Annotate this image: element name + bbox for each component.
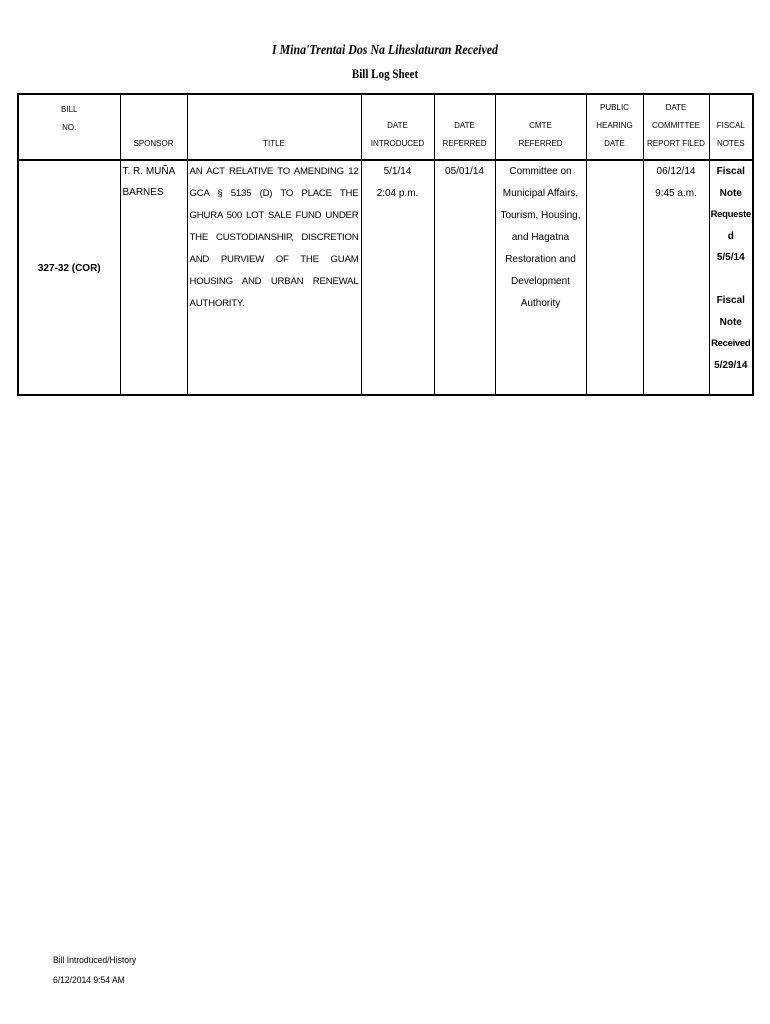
header-public-hearing-line1: PUBLIC: [600, 103, 629, 112]
committee-report-time: 9:45 a.m.: [655, 188, 697, 199]
fiscal-line: 5/29/14: [714, 359, 748, 371]
header-public-hearing-line2: HEARING: [596, 121, 633, 130]
fiscal-line: [710, 269, 753, 291]
header-date-introduced-line1: DATE: [387, 121, 408, 130]
footer-line1: Bill Introduced/History: [53, 955, 137, 966]
cmte-line: Restoration and: [505, 254, 576, 265]
fiscal-line: Requeste: [710, 209, 751, 220]
header-bill-no-line2: NO.: [62, 123, 77, 132]
table-header-row: [18, 94, 753, 160]
cmte-line: Committee on: [509, 166, 572, 177]
footer-line2: 6/12/2014 9:54 AM: [53, 975, 125, 986]
time-introduced: 2:04 p.m.: [376, 188, 419, 199]
cmte-line: Authority: [520, 298, 561, 309]
cell-cmte-referred: [495, 160, 586, 395]
header-committee-report-line2: COMMITTEE: [652, 121, 700, 130]
header-title-line1: TITLE: [263, 139, 285, 148]
document-title: I Mina'Trentai Dos Na Liheslaturan Received: [271, 43, 498, 58]
header-fiscal-notes-line2: NOTES: [716, 139, 745, 148]
fiscal-line: Fiscal: [716, 166, 745, 177]
cmte-line: Tourism, Housing,: [500, 210, 581, 221]
header-committee-report: [643, 94, 709, 160]
header-date-introduced-line2: INTRODUCED: [370, 139, 425, 148]
cell-fiscal-notes: [709, 160, 753, 395]
cmte-line: Development: [511, 276, 570, 287]
cell-title: [187, 160, 361, 395]
header-committee-report-line1: DATE: [665, 103, 687, 112]
header-sponsor-line1: SPONSOR: [133, 139, 174, 148]
header-cmte-referred-line2: REFERRED: [518, 139, 563, 148]
header-date-referred-line1: DATE: [454, 121, 475, 130]
cmte-line: Municipal Affairs,: [502, 188, 579, 199]
header-sponsor: [120, 94, 187, 160]
bill-log-table: [17, 93, 754, 396]
fiscal-line: Note: [719, 187, 742, 199]
date-introduced: 5/1/14: [383, 166, 412, 177]
cell-bill-no: [18, 160, 120, 395]
bill-title: AN ACT RELATIVE TO AMENDING 12 GCA § 5135 (D) TO PLACE THE GHURA 500 LOT SALE FUND UNDER THE CUSTODIANSHIP, DISCRETION AND PURVIEW OF THE GUAM HOUSING AND URBAN RENEWAL AUTHORITY.: [189, 166, 359, 309]
cell-public-hearing: [586, 160, 643, 395]
header-bill-no: [18, 94, 120, 160]
cell-committee-report: [643, 160, 709, 395]
header-date-referred-line2: REFERRED: [442, 139, 487, 148]
bill-number: 327-32 (COR): [37, 263, 101, 274]
header-committee-report-line3: REPORT FILED: [647, 139, 705, 148]
sponsor-line1: T. R. MUÑA: [122, 166, 176, 177]
fiscal-line: Note: [719, 316, 742, 328]
fiscal-line: Fiscal: [716, 295, 745, 306]
header-bill-no-line1: BILL: [61, 105, 78, 114]
header-fiscal-notes-line1: FISCAL: [716, 121, 745, 130]
header-cmte-referred-line1: CMTE: [529, 121, 552, 130]
cmte-line: and Hagatna: [511, 232, 570, 243]
cell-date-introduced: [361, 160, 434, 395]
cell-date-referred: [434, 160, 495, 395]
cell-sponsor: [120, 160, 187, 395]
fiscal-line: 5/5/14: [716, 252, 745, 263]
header-fiscal-notes: [709, 94, 753, 160]
header-date-referred: [434, 94, 495, 160]
header-cmte-referred: [495, 94, 586, 160]
sponsor-line2: BARNES: [122, 187, 164, 198]
page-footer: [53, 951, 145, 991]
fiscal-line: Received: [711, 338, 751, 349]
header-public-hearing: [586, 94, 643, 160]
fiscal-line: d: [727, 230, 734, 242]
header-public-hearing-line3: DATE: [604, 139, 625, 148]
date-referred: 05/01/14: [445, 166, 484, 177]
header-title: [187, 94, 361, 160]
table-row: [18, 160, 753, 395]
header-date-introduced: [361, 94, 434, 160]
document-subtitle: Bill Log Sheet: [351, 66, 419, 81]
committee-report-date: 06/12/14: [656, 166, 696, 177]
